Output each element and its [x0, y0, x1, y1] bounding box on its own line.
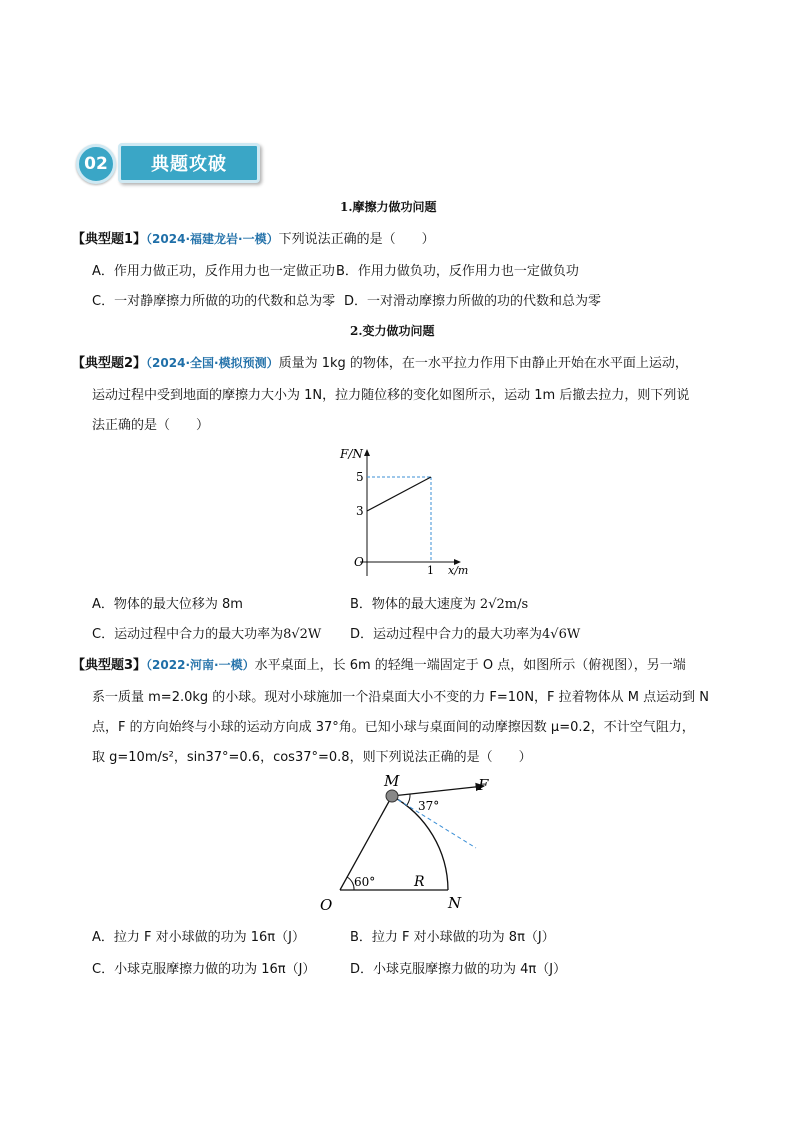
q3-option-a[interactable]: A．拉力 F 对小球做的功为 16π（J）: [92, 930, 305, 945]
q2-stem-line2: 运动过程中受到地面的摩擦力大小为 1N，拉力随位移的变化如图所示，运动 1m 后撤去拉力，则下列说: [92, 388, 690, 403]
q2-option-c-text: C．运动过程中合力的最大功率为: [92, 627, 284, 642]
section-title-banner: 典题攻破: [118, 143, 260, 183]
label-f: F: [478, 776, 489, 794]
q1-option-b[interactable]: B．作用力做负功，反作用力也一定做负功: [336, 264, 579, 279]
q3-source: （2022·河南·一模）: [146, 658, 255, 672]
q2-stem-line3: 法正确的是（ ）: [92, 418, 210, 433]
q2-stem-line1: [72, 352, 688, 371]
q3-option-c[interactable]: C．小球克服摩擦力做的功为 16π（J）: [92, 962, 316, 977]
q3-option-b[interactable]: B．拉力 F 对小球做的功为 8π（J）: [350, 930, 555, 945]
q1-stem: 下列说法正确的是（ ）: [278, 232, 435, 247]
q2-force-displacement-graph: [330, 440, 480, 580]
q2-stem-text1: 质量为 1kg 的物体，在一水平拉力作用下由静止开始在水平面上运动，: [278, 356, 688, 371]
y-axis-label: F/N: [340, 447, 363, 461]
q2-option-b[interactable]: [350, 593, 528, 612]
q3-option-d[interactable]: D．小球克服摩擦力做的功为 4π（J）: [350, 962, 567, 977]
q2-option-d-value: 4√6W: [542, 627, 581, 642]
origin-label: O: [354, 555, 364, 569]
q2-option-a[interactable]: A．物体的最大位移为 8m: [92, 597, 243, 612]
force-line: [367, 477, 431, 511]
label-o: O: [320, 896, 333, 914]
q3-circular-motion-figure: [310, 772, 500, 918]
q3-stem-line4: 取 g=10m/s²，sin37°=0.6，cos37°=0.8，则下列说法正确的是（ ）: [92, 750, 532, 765]
q1-stem-line: [72, 228, 435, 247]
q1-option-a[interactable]: A．作用力做正功，反作用力也一定做正功: [92, 264, 335, 279]
section2-title: 2.变力做功问题: [350, 324, 435, 338]
q3-stem-line3: 点，F 的方向始终与小球的运动方向成 37°角。已知小球与桌面间的动摩擦因数 μ=0.2，不计空气阻力，: [92, 720, 695, 735]
label-angle37: 37°: [418, 799, 440, 813]
label-n: N: [448, 894, 462, 912]
angle37-arc: [407, 794, 410, 805]
section1-title: 1.摩擦力做功问题: [340, 200, 437, 214]
q3-stem-line2: 系一质量 m=2.0kg 的小球。现对小球施加一个沿桌面大小不变的力 F=10N，F 拉着物体从 M 点运动到 N: [92, 690, 709, 705]
ball: [386, 790, 398, 802]
label-angle60: 60°: [354, 875, 376, 889]
section-number: 02: [76, 144, 116, 184]
q2-option-d[interactable]: [350, 623, 580, 642]
q2-source: （2024·全国·模拟预测）: [146, 356, 279, 370]
label-m: M: [384, 772, 400, 790]
q2-label: 【典型题2】: [72, 356, 147, 371]
q1-source: （2024·福建龙岩·一模）: [146, 232, 279, 246]
tick-label-5: 5: [356, 470, 364, 484]
tick-label-3: 3: [356, 504, 364, 518]
q3-label: 【典型题3】: [72, 658, 147, 673]
force-arrow: [392, 786, 484, 796]
section-header-badge: [72, 140, 262, 184]
q3-stem-text1: 水平桌面上，长 6m 的轻绳一端固定于 O 点，如图所示（俯视图），另一端: [254, 658, 686, 673]
q1-label: 【典型题1】: [72, 232, 147, 247]
q1-option-d[interactable]: D．一对滑动摩擦力所做的功的代数和总为零: [344, 294, 602, 309]
tick-label-1: 1: [427, 564, 434, 577]
q1-option-c[interactable]: C．一对静摩擦力所做的功的代数和总为零: [92, 294, 336, 309]
x-axis-label: x/m: [448, 564, 469, 577]
q2-option-b-text: B．物体的最大速度为: [350, 597, 476, 612]
angle60-arc: [347, 877, 354, 890]
q2-option-c[interactable]: [92, 623, 321, 642]
q2-option-d-text: D．运动过程中合力的最大功率为: [350, 627, 543, 642]
label-r: R: [414, 874, 425, 890]
q2-option-b-value: 2√2m/s: [479, 597, 529, 612]
q3-stem-line1: [72, 654, 686, 673]
q2-option-c-value: 8√2W: [283, 627, 322, 642]
